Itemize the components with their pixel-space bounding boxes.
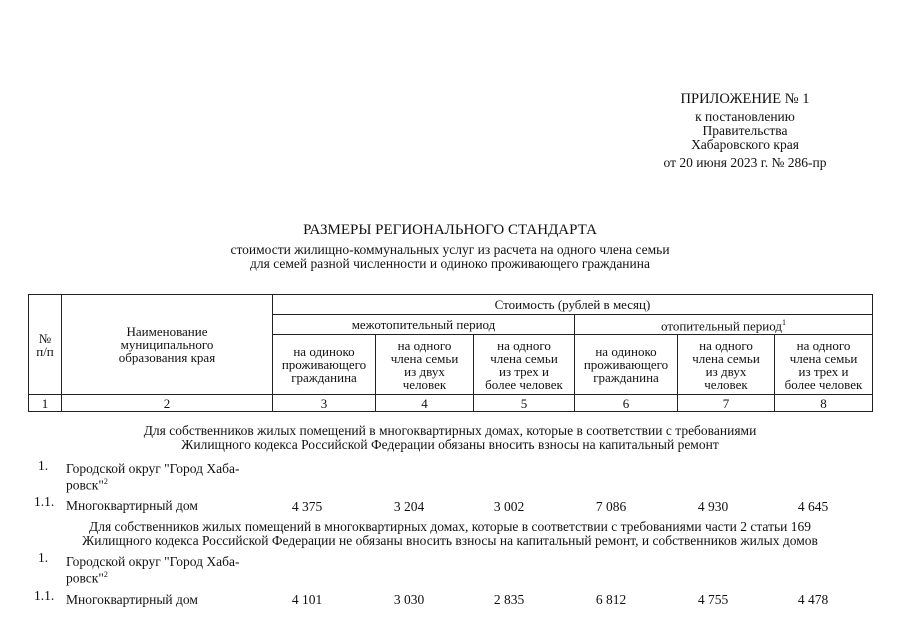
section-2-item-footnote: 2	[103, 570, 108, 579]
section-1-value-4: 7 086	[595, 499, 627, 514]
appendix-line-1: к постановлению	[695, 109, 795, 124]
sub-two-on	[678, 335, 775, 395]
col-number-5: 5	[474, 395, 575, 412]
section-2-value-6: 4 478	[797, 592, 829, 607]
period-off-header: межотопительный период	[273, 315, 575, 335]
appendix-line-2: Правительства	[702, 123, 788, 138]
appendix-date: от 20 июня 2023 г. № 286-пр	[663, 155, 827, 170]
col-name-label-b: муниципального	[120, 337, 214, 352]
section-2-heading-a: Для собственников жилых помещений в многоквартирных домах, которые в соответствии с требованиями части 2 статьи 169	[89, 519, 811, 534]
section-1-item-name	[66, 462, 239, 492]
section-1-item-name-b-wrap	[66, 475, 239, 492]
appendix-label: ПРИЛОЖЕНИЕ № 1	[680, 91, 810, 107]
section-1-item-name-b: ровск"	[66, 477, 104, 493]
sub-two-off	[376, 335, 474, 395]
section-1-subitem-name: Многоквартирный дом	[66, 498, 198, 513]
sub-two-on-b: члена семьи	[692, 350, 760, 366]
section-1-item-footnote: 2	[103, 477, 108, 486]
section-2-value-3: 2 835	[493, 592, 525, 607]
section-2-value-2: 3 030	[393, 592, 425, 607]
sub-three-on	[775, 335, 873, 395]
sub-three-on-a: на одного	[796, 337, 851, 353]
sub-single-on-b: проживающего	[583, 357, 669, 372]
sub-three-off-c: из трех и	[499, 363, 549, 379]
period-on-header	[575, 315, 873, 335]
sub-single-on-c: гражданина	[593, 370, 659, 385]
document-subtitle-1: стоимости жилищно-коммунальных услуг из расчета на одного члена семьи	[230, 242, 670, 257]
section-2-subitem-name: Многоквартирный дом	[66, 592, 198, 607]
col-number-3: 3	[273, 395, 376, 412]
period-on-label: отопительный период	[661, 318, 782, 334]
sub-single-off-a: на одиноко	[293, 344, 355, 359]
appendix-line-3: Хабаровского края	[691, 137, 799, 152]
sub-three-off-d: более человек	[485, 376, 563, 392]
sub-three-on-c: из трех и	[798, 363, 849, 379]
sub-single-on-a: на одиноко	[595, 344, 657, 359]
sub-two-on-c: из двух	[705, 363, 747, 379]
sub-two-on-d: человек	[704, 376, 748, 392]
sub-three-on-d: более человек	[784, 376, 863, 392]
document-title: РАЗМЕРЫ РЕГИОНАЛЬНОГО СТАНДАРТА	[303, 222, 597, 238]
sub-two-off-b: члена семьи	[390, 350, 459, 366]
sub-single-off-c: гражданина	[291, 370, 357, 385]
section-1-value-2: 3 204	[393, 499, 425, 514]
section-2-value-1: 4 101	[291, 592, 323, 607]
col-no-label-b: п/п	[36, 343, 54, 359]
col-no-header	[29, 295, 62, 395]
sub-two-off-c: из двух	[404, 363, 445, 379]
col-number-1: 1	[29, 395, 62, 412]
standards-table-header	[28, 294, 873, 412]
sub-three-off-a: на одного	[497, 337, 551, 353]
section-1-item-number: 1.	[38, 458, 49, 473]
section-1-heading-b: Жилищного кодекса Российской Федерации обязаны вносить взносы на капитальный ремонт	[181, 437, 719, 452]
col-number-8: 8	[775, 395, 873, 412]
col-name-label-a: Наименование	[126, 324, 208, 339]
sub-two-off-d: человек	[402, 376, 447, 392]
col-number-4: 4	[376, 395, 474, 412]
sub-two-on-a: на одного	[699, 337, 753, 353]
sub-single-off-b: проживающего	[281, 357, 367, 372]
col-no-label-a: №	[38, 330, 52, 346]
col-number-2: 2	[62, 395, 273, 412]
sub-single-on	[575, 335, 678, 395]
sub-three-on-b: члена семьи	[789, 350, 858, 366]
section-2-value-5: 4 755	[697, 592, 729, 607]
column-number-row	[29, 395, 873, 412]
section-2-item-name-b: ровск"	[66, 570, 104, 586]
section-2-subitem-number: 1.1.	[34, 588, 55, 603]
section-2-item-name-a: Городской округ "Город Хаба-	[66, 554, 240, 569]
sub-three-off	[474, 335, 575, 395]
col-number-7: 7	[678, 395, 775, 412]
section-1-value-5: 4 930	[697, 499, 729, 514]
document-subtitle-2: для семей разной численности и одиноко проживающего гражданина	[250, 256, 650, 271]
section-1-item-name-a: Городской округ "Город Хаба-	[66, 461, 240, 476]
section-2-item-number: 1.	[38, 550, 49, 565]
section-1-value-3: 3 002	[493, 499, 525, 514]
col-name-header	[62, 295, 273, 395]
section-2-item-name-b-wrap	[66, 568, 239, 585]
col-number-6: 6	[575, 395, 678, 412]
section-1-value-1: 4 375	[291, 499, 323, 514]
section-2-value-4: 6 812	[595, 592, 627, 607]
sub-single-off	[273, 335, 376, 395]
section-2-heading-b: Жилищного кодекса Российской Федерации не обязаны вносить взносы на капитальный ремонт, и собственников жилых домов	[82, 533, 818, 548]
col-name-label-c: образования края	[118, 350, 216, 365]
sub-three-off-b: члена семьи	[490, 350, 558, 366]
section-1-value-6: 4 645	[797, 499, 829, 514]
cost-header: Стоимость (рублей в месяц)	[273, 295, 873, 315]
section-2-item-name	[66, 555, 239, 585]
period-on-footnote: 1	[781, 318, 786, 328]
sub-two-off-a: на одного	[397, 337, 452, 353]
section-1-heading-a: Для собственников жилых помещений в многоквартирных домах, которые в соответствии с требованиями	[143, 423, 757, 438]
section-1-subitem-number: 1.1.	[34, 494, 55, 509]
